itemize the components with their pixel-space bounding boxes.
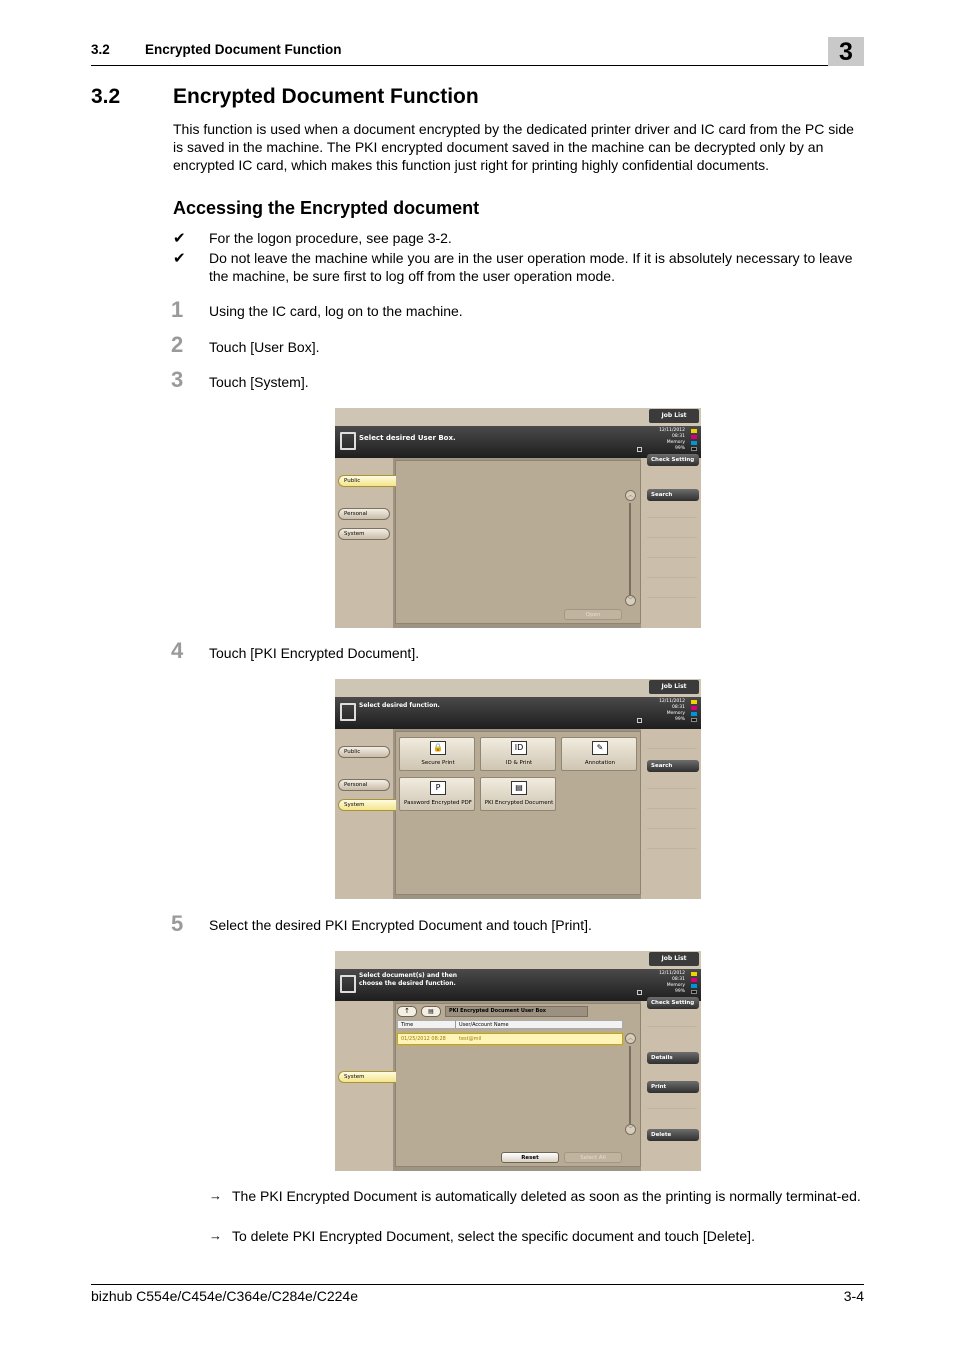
box-list-pane — [395, 460, 641, 624]
step-text: Touch [PKI Encrypted Document]. — [209, 645, 420, 661]
pki-document-icon: ▤ — [511, 781, 527, 795]
password-encrypted-pdf-button[interactable]: P Password Encrypted PDF — [399, 777, 475, 811]
title-bar — [335, 969, 701, 1001]
toner-c-icon — [691, 441, 697, 445]
user-box-icon: ▤ — [421, 1006, 441, 1017]
pki-encrypted-document-button[interactable]: ▤ PKI Encrypted Document — [480, 777, 556, 811]
title-bar — [335, 426, 701, 458]
lock-icon — [637, 990, 642, 995]
subsection-title: Accessing the Encrypted document — [173, 198, 480, 218]
section-number: 3.2 — [91, 85, 121, 108]
print-button[interactable]: Print — [647, 1081, 699, 1093]
toner-y-icon — [691, 972, 697, 976]
step-number: 1 — [171, 297, 184, 322]
reset-button[interactable]: Reset — [501, 1152, 559, 1163]
secure-print-button[interactable]: 🔒 Secure Print — [399, 737, 475, 771]
annotation-icon: ✎ — [592, 741, 608, 755]
delete-button[interactable]: Delete — [647, 1129, 699, 1141]
toner-m-icon — [691, 978, 697, 982]
toner-c-icon — [691, 984, 697, 988]
id-print-button[interactable]: ID ID & Print — [480, 737, 556, 771]
column-user[interactable]: User/Account Name — [459, 1022, 509, 1028]
job-list-button[interactable]: Job List — [649, 409, 699, 423]
scrollbar[interactable] — [629, 1046, 631, 1124]
box-name: PKI Encrypted Document User Box — [445, 1006, 588, 1017]
check-setting-button[interactable]: Check Setting — [647, 454, 699, 466]
user-box-icon — [340, 703, 356, 721]
toner-y-icon — [691, 429, 697, 433]
page-number: 3-4 — [843, 1288, 864, 1304]
check-mark-icon: ✔ — [173, 250, 186, 267]
job-list-button[interactable]: Job List — [649, 952, 699, 966]
page-footer — [91, 1284, 864, 1304]
search-button[interactable]: Search — [647, 489, 699, 501]
screenshot-user-box — [335, 408, 701, 628]
screenshot-pki-document-box — [335, 951, 701, 1171]
annotation-button[interactable]: ✎ Annotation — [561, 737, 637, 771]
pdf-icon: P — [430, 781, 446, 795]
details-button[interactable]: Details — [647, 1052, 699, 1064]
step-number: 5 — [171, 911, 184, 936]
status-readout: 12/11/2012 08:31 Memory 99% — [659, 699, 685, 722]
step-text: Select the desired PKI Encrypted Document and touch [Print]. — [209, 917, 592, 933]
toner-k-icon — [691, 447, 697, 451]
step-number: 3 — [171, 367, 184, 392]
step-text: Touch [User Box]. — [209, 339, 320, 355]
scroll-down-icon[interactable]: ﹀ — [625, 1124, 636, 1135]
step-text: Using the IC card, log on to the machine. — [209, 303, 463, 319]
tab-system[interactable]: System — [338, 1071, 396, 1083]
user-box-icon — [340, 432, 356, 450]
step-text: Touch [System]. — [209, 374, 309, 390]
arrow-icon: → — [209, 1188, 222, 1203]
lock-icon — [637, 447, 642, 452]
screen-title: Select desired function. — [359, 702, 440, 709]
tab-system[interactable]: System — [338, 799, 396, 811]
toner-m-icon — [691, 706, 697, 710]
check-item: For the logon procedure, see page 3-2. — [209, 230, 452, 246]
toner-c-icon — [691, 712, 697, 716]
tab-personal[interactable]: Personal — [338, 508, 390, 520]
toner-y-icon — [691, 700, 697, 704]
tab-personal[interactable]: Personal — [338, 779, 390, 791]
scroll-down-icon[interactable]: ﹀ — [625, 595, 636, 606]
toner-k-icon — [691, 990, 697, 994]
id-print-icon: ID — [511, 741, 527, 755]
select-all-button[interactable]: Select All — [564, 1152, 622, 1163]
list-header — [397, 1020, 623, 1029]
status-readout: 12/11/2012 08:31 Memory 99% — [659, 428, 685, 451]
column-time[interactable]: Time — [401, 1022, 414, 1028]
arrow-icon: → — [209, 1228, 222, 1243]
secure-print-icon: 🔒 — [430, 741, 446, 755]
running-head-section-number: 3.2 — [91, 42, 110, 57]
check-item: Do not leave the machine while you are in the user operation mode. If it is absolutely necessary to leave the machine, be sure first to log off from the user operation mode. — [209, 250, 853, 284]
tab-public[interactable]: Public — [338, 746, 390, 758]
intro-paragraph: This function is used when a document encrypted by the dedicated printer driver and IC card from the PC side is saved in the machine. The PKI encrypted document saved in the machine can be decrypted only by an encrypted IC card, which makes this function just right for printing highly confidential documents. — [173, 121, 854, 173]
check-mark-icon: ✔ — [173, 230, 186, 247]
up-folder-icon[interactable]: ↑ — [397, 1006, 417, 1017]
note-text: The PKI Encrypted Document is automatically deleted as soon as the printing is normally terminat-ed. — [232, 1188, 861, 1204]
chapter-tab: 3 — [828, 37, 864, 66]
status-readout: 12/11/2012 08:31 Memory 99% — [659, 971, 685, 994]
step-number: 4 — [171, 638, 184, 663]
lock-icon — [637, 718, 642, 723]
search-button[interactable]: Search — [647, 760, 699, 772]
tab-system[interactable]: System — [338, 528, 390, 540]
scrollbar[interactable] — [629, 503, 631, 595]
screenshot-system-functions — [335, 679, 701, 899]
scroll-up-icon[interactable]: ︿ — [625, 490, 636, 501]
check-setting-button[interactable]: Check Setting — [647, 997, 699, 1009]
open-button[interactable]: Open — [564, 609, 622, 620]
screen-title: Select desired User Box. — [359, 434, 456, 442]
step-number: 2 — [171, 332, 184, 357]
tab-public[interactable]: Public — [338, 475, 396, 487]
title-bar — [335, 697, 701, 729]
table-row[interactable]: 01/25/2012 08:28 test@mil — [397, 1033, 623, 1045]
running-head-section-title: Encrypted Document Function — [145, 42, 342, 57]
footer-model: bizhub C554e/C454e/C364e/C284e/C224e — [91, 1288, 358, 1304]
scroll-up-icon[interactable]: ︿ — [625, 1033, 636, 1044]
toner-k-icon — [691, 718, 697, 722]
screen-title: Select document(s) and then choose the desired function. — [359, 972, 458, 987]
note-text: To delete PKI Encrypted Document, select the specific document and touch [Delete]. — [232, 1228, 755, 1244]
user-box-icon — [340, 975, 356, 993]
toner-m-icon — [691, 435, 697, 439]
running-head — [91, 38, 864, 66]
section-title: Encrypted Document Function — [173, 85, 479, 108]
job-list-button[interactable]: Job List — [649, 680, 699, 694]
